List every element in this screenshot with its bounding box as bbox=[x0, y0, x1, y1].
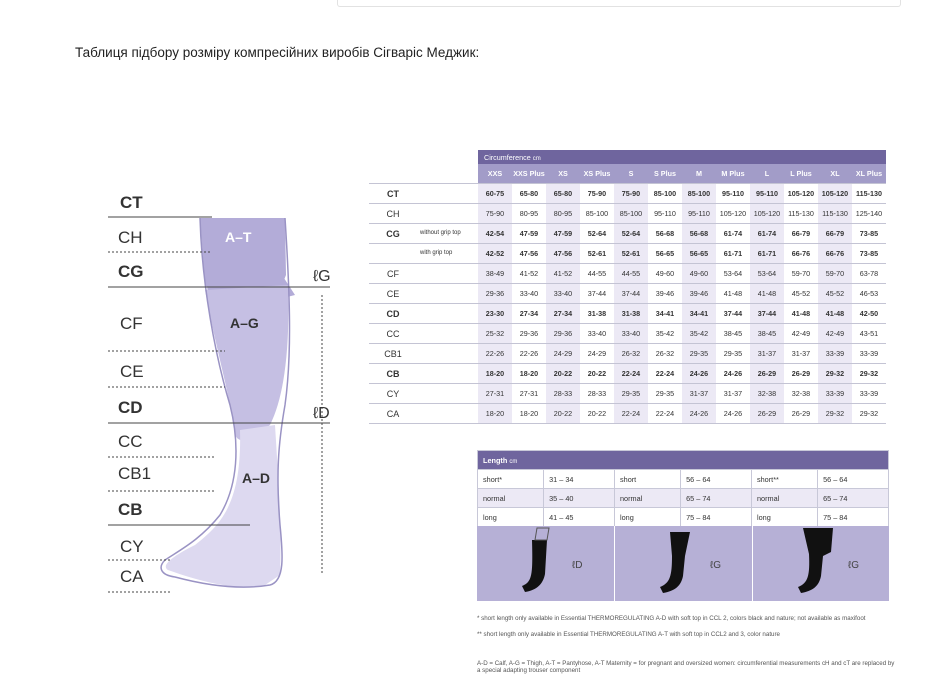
size-cell: 29-35 bbox=[648, 384, 682, 404]
row-key: CC bbox=[369, 324, 417, 344]
length-cell: 75 – 84 bbox=[681, 508, 752, 527]
size-cell: 73-85 bbox=[852, 244, 886, 264]
row-subtitle bbox=[417, 344, 478, 364]
size-cell: 37-44 bbox=[614, 284, 648, 304]
leg-label-cc: CC bbox=[118, 432, 143, 451]
svg-text:ℓG: ℓG bbox=[848, 560, 860, 571]
size-cell: 33-39 bbox=[852, 384, 886, 404]
size-cell: 18-20 bbox=[512, 364, 546, 384]
size-cell: 47-56 bbox=[546, 244, 580, 264]
row-subtitle: without grip top bbox=[417, 224, 478, 244]
size-cell: 24-26 bbox=[716, 404, 750, 424]
size-cell: 56-65 bbox=[648, 244, 682, 264]
size-cell: 37-44 bbox=[716, 304, 750, 324]
size-cell: 42-50 bbox=[852, 304, 886, 324]
size-cell: 61-71 bbox=[716, 244, 750, 264]
size-cell: 95-110 bbox=[716, 184, 750, 204]
size-cell: 41-48 bbox=[818, 304, 852, 324]
table-row bbox=[369, 324, 886, 344]
length-cell: long bbox=[751, 508, 817, 527]
length-cell: 56 – 64 bbox=[818, 470, 889, 489]
row-subtitle bbox=[417, 284, 478, 304]
size-cell: 80-95 bbox=[512, 204, 546, 224]
size-cell: 31-37 bbox=[716, 384, 750, 404]
pictogram-pantyhose bbox=[753, 526, 890, 601]
leg-label-cb: CB bbox=[118, 500, 143, 519]
size-cell: 42-52 bbox=[478, 244, 512, 264]
leg-label-ct: CT bbox=[120, 193, 143, 212]
zone-at: A–T bbox=[225, 229, 252, 245]
size-cell: 115-130 bbox=[852, 184, 886, 204]
leg-label-ch: CH bbox=[118, 228, 143, 247]
size-col-header: XL Plus bbox=[852, 164, 886, 184]
size-cell: 95-110 bbox=[648, 204, 682, 224]
size-col-header: M Plus bbox=[716, 164, 750, 184]
size-cell: 20-22 bbox=[546, 364, 580, 384]
size-cell: 26-29 bbox=[750, 404, 784, 424]
table-row bbox=[369, 284, 886, 304]
size-cell: 33-40 bbox=[546, 284, 580, 304]
size-cell: 85-100 bbox=[682, 184, 716, 204]
size-cell: 31-37 bbox=[682, 384, 716, 404]
size-cell: 53-64 bbox=[716, 264, 750, 284]
size-cell: 43-51 bbox=[852, 324, 886, 344]
length-cell: short** bbox=[751, 470, 817, 489]
size-cell: 20-22 bbox=[580, 364, 614, 384]
leg-label-cd: CD bbox=[118, 398, 143, 417]
table-row bbox=[369, 384, 886, 404]
row-key: CD bbox=[369, 304, 417, 324]
size-cell: 61-74 bbox=[750, 224, 784, 244]
row-subtitle bbox=[417, 364, 478, 384]
size-cell: 29-32 bbox=[852, 404, 886, 424]
size-cell: 29-35 bbox=[614, 384, 648, 404]
size-cell: 31-37 bbox=[784, 344, 818, 364]
row-key: CB bbox=[369, 364, 417, 384]
size-cell: 49-60 bbox=[648, 264, 682, 284]
length-table bbox=[477, 450, 889, 527]
svg-text:ℓD: ℓD bbox=[572, 560, 583, 571]
note-3: A-D = Calf, A-G = Thigh, A-T = Pantyhose, A-T Maternity = for pregnant and oversized women: circumferential measurements cH and cT are replaced by a special adapting trouser component bbox=[477, 660, 895, 675]
size-cell: 38-45 bbox=[716, 324, 750, 344]
size-cell: 38-45 bbox=[750, 324, 784, 344]
table-row bbox=[369, 224, 886, 244]
row-subtitle bbox=[417, 384, 478, 404]
size-cell: 42-49 bbox=[784, 324, 818, 344]
size-cell: 32-38 bbox=[750, 384, 784, 404]
thigh-stocking-icon bbox=[615, 526, 752, 601]
length-cell: 75 – 84 bbox=[818, 508, 889, 527]
size-cell: 41-48 bbox=[716, 284, 750, 304]
size-cell: 44-55 bbox=[580, 264, 614, 284]
size-cell: 31-38 bbox=[614, 304, 648, 324]
table-row bbox=[369, 264, 886, 284]
size-cell: 34-41 bbox=[648, 304, 682, 324]
size-cell: 28-33 bbox=[580, 384, 614, 404]
size-cell: 33-39 bbox=[818, 384, 852, 404]
size-cell: 46-53 bbox=[852, 284, 886, 304]
length-cell: 41 – 45 bbox=[544, 508, 615, 527]
size-cell: 24-26 bbox=[682, 404, 716, 424]
size-cell: 24-26 bbox=[716, 364, 750, 384]
size-cell: 39-46 bbox=[648, 284, 682, 304]
row-key: CF bbox=[369, 264, 417, 284]
size-cell: 85-100 bbox=[580, 204, 614, 224]
size-cell: 59-70 bbox=[784, 264, 818, 284]
size-cell: 33-40 bbox=[614, 324, 648, 344]
svg-text:ℓG: ℓG bbox=[710, 560, 722, 571]
size-cell: 75-90 bbox=[614, 184, 648, 204]
leg-label-ce: CE bbox=[120, 362, 144, 381]
size-cell: 24-26 bbox=[682, 364, 716, 384]
size-cell: 41-48 bbox=[750, 284, 784, 304]
size-cell: 63-78 bbox=[852, 264, 886, 284]
size-cell: 28-33 bbox=[546, 384, 580, 404]
size-cell: 26-29 bbox=[750, 364, 784, 384]
size-cell: 60-75 bbox=[478, 184, 512, 204]
row-subtitle bbox=[417, 404, 478, 424]
size-cell: 29-36 bbox=[546, 324, 580, 344]
size-cell: 26-32 bbox=[614, 344, 648, 364]
calf-shape bbox=[166, 425, 281, 587]
row-key: CY bbox=[369, 384, 417, 404]
size-cell: 37-44 bbox=[580, 284, 614, 304]
size-cell: 80-95 bbox=[546, 204, 580, 224]
length-cell: 65 – 74 bbox=[681, 489, 752, 508]
page-title: Таблиця підбору розміру компресійних виробів Сігваріс Меджик: bbox=[75, 45, 480, 60]
size-cell: 27-34 bbox=[546, 304, 580, 324]
table-row bbox=[478, 470, 889, 489]
size-cell: 33-40 bbox=[512, 284, 546, 304]
table-row bbox=[369, 204, 886, 224]
row-subtitle bbox=[417, 264, 478, 284]
size-cell: 73-85 bbox=[852, 224, 886, 244]
size-cell: 66-79 bbox=[818, 224, 852, 244]
length-cell: 31 – 34 bbox=[544, 470, 615, 489]
size-cell: 22-26 bbox=[478, 344, 512, 364]
size-cell: 125-140 bbox=[852, 204, 886, 224]
size-cell: 18-20 bbox=[512, 404, 546, 424]
pantyhose-icon bbox=[753, 526, 890, 601]
table-row bbox=[478, 489, 889, 508]
length-cell: normal bbox=[478, 489, 544, 508]
size-cell: 49-60 bbox=[682, 264, 716, 284]
size-table-caption: Circumference cm bbox=[478, 150, 886, 164]
table-row bbox=[369, 184, 886, 204]
size-cell: 29-32 bbox=[818, 364, 852, 384]
size-cell: 66-76 bbox=[818, 244, 852, 264]
row-key: CT bbox=[369, 184, 417, 204]
size-cell: 20-22 bbox=[580, 404, 614, 424]
size-cell: 95-110 bbox=[682, 204, 716, 224]
size-cell: 29-32 bbox=[818, 404, 852, 424]
note-2: ** short length only available in Essential THERMOREGULATING A-T with soft top in CCL2 and 3, color nature bbox=[477, 631, 780, 638]
size-cell: 20-22 bbox=[546, 404, 580, 424]
size-cell: 31-38 bbox=[580, 304, 614, 324]
length-cell: long bbox=[614, 508, 680, 527]
leg-label-ca: CA bbox=[120, 567, 144, 586]
leg-label-cg: CG bbox=[118, 262, 144, 281]
size-cell: 26-29 bbox=[784, 364, 818, 384]
pictogram-calf bbox=[477, 526, 615, 601]
size-cell: 65-80 bbox=[546, 184, 580, 204]
table-row bbox=[369, 244, 886, 264]
note-1: * short length only available in Essential THERMOREGULATING A-D with soft top in CCL 2, colors black and nature; not available as maxifoot bbox=[477, 615, 866, 622]
size-cell: 27-31 bbox=[512, 384, 546, 404]
size-col-header: XS bbox=[546, 164, 580, 184]
table-row bbox=[369, 364, 886, 384]
length-cell: 65 – 74 bbox=[818, 489, 889, 508]
row-key bbox=[369, 244, 417, 264]
size-col-header: XXS Plus bbox=[512, 164, 546, 184]
row-subtitle bbox=[417, 184, 478, 204]
size-col-header: M bbox=[682, 164, 716, 184]
size-col-header: L bbox=[750, 164, 784, 184]
size-cell: 29-32 bbox=[852, 364, 886, 384]
size-cell: 27-34 bbox=[512, 304, 546, 324]
size-cell: 32-38 bbox=[784, 384, 818, 404]
size-cell: 33-40 bbox=[580, 324, 614, 344]
size-cell: 115-130 bbox=[818, 204, 852, 224]
row-key: CE bbox=[369, 284, 417, 304]
size-col-header: S Plus bbox=[648, 164, 682, 184]
size-cell: 35-42 bbox=[682, 324, 716, 344]
size-cell: 75-90 bbox=[478, 204, 512, 224]
size-cell: 22-24 bbox=[614, 404, 648, 424]
size-col-header: XS Plus bbox=[580, 164, 614, 184]
size-cell: 18-20 bbox=[478, 364, 512, 384]
row-key: CB1 bbox=[369, 344, 417, 364]
size-cell: 22-26 bbox=[512, 344, 546, 364]
size-cell: 22-24 bbox=[648, 404, 682, 424]
size-cell: 47-56 bbox=[512, 244, 546, 264]
size-cell: 41-52 bbox=[512, 264, 546, 284]
thigh-shape bbox=[205, 285, 288, 440]
table-row bbox=[369, 304, 886, 324]
size-cell: 31-37 bbox=[750, 344, 784, 364]
size-cell: 52-64 bbox=[580, 224, 614, 244]
row-subtitle bbox=[417, 204, 478, 224]
size-cell: 45-52 bbox=[784, 284, 818, 304]
size-col-header: XXS bbox=[478, 164, 512, 184]
lg-label: ℓG bbox=[313, 268, 331, 285]
row-subtitle bbox=[417, 324, 478, 344]
size-cell: 61-74 bbox=[716, 224, 750, 244]
leg-label-cb1: CB1 bbox=[118, 464, 152, 483]
size-col-header: S bbox=[614, 164, 648, 184]
size-cell: 41-48 bbox=[784, 304, 818, 324]
size-cell: 41-52 bbox=[546, 264, 580, 284]
size-cell: 33-39 bbox=[818, 344, 852, 364]
size-cell: 22-24 bbox=[614, 364, 648, 384]
size-cell: 115-130 bbox=[784, 204, 818, 224]
size-cell: 52-61 bbox=[580, 244, 614, 264]
size-cell: 61-71 bbox=[750, 244, 784, 264]
size-cell: 26-29 bbox=[784, 404, 818, 424]
size-cell: 56-68 bbox=[682, 224, 716, 244]
size-cell: 42-49 bbox=[818, 324, 852, 344]
size-cell: 29-35 bbox=[716, 344, 750, 364]
length-cell: normal bbox=[751, 489, 817, 508]
size-cell: 23-30 bbox=[478, 304, 512, 324]
length-cell: 56 – 64 bbox=[681, 470, 752, 489]
size-cell: 52-61 bbox=[614, 244, 648, 264]
size-cell: 24-29 bbox=[546, 344, 580, 364]
zone-ag: A–G bbox=[230, 315, 259, 331]
size-table bbox=[369, 150, 886, 424]
leg-label-cy: CY bbox=[120, 537, 144, 556]
size-cell: 105-120 bbox=[784, 184, 818, 204]
table-row bbox=[369, 404, 886, 424]
size-cell: 34-41 bbox=[682, 304, 716, 324]
size-cell: 27-31 bbox=[478, 384, 512, 404]
size-cell: 44-55 bbox=[614, 264, 648, 284]
row-key: CH bbox=[369, 204, 417, 224]
row-key: CA bbox=[369, 404, 417, 424]
size-cell: 22-24 bbox=[648, 364, 682, 384]
table-row bbox=[478, 508, 889, 527]
size-cell: 53-64 bbox=[750, 264, 784, 284]
size-cell: 24-29 bbox=[580, 344, 614, 364]
size-cell: 38-49 bbox=[478, 264, 512, 284]
size-cell: 95-110 bbox=[750, 184, 784, 204]
size-cell: 85-100 bbox=[648, 184, 682, 204]
size-cell: 18-20 bbox=[478, 404, 512, 424]
length-cell: short* bbox=[478, 470, 544, 489]
size-cell: 56-65 bbox=[682, 244, 716, 264]
size-cell: 29-35 bbox=[682, 344, 716, 364]
size-col-header: L Plus bbox=[784, 164, 818, 184]
size-cell: 66-79 bbox=[784, 224, 818, 244]
size-cell: 45-52 bbox=[818, 284, 852, 304]
length-cell: normal bbox=[614, 489, 680, 508]
size-cell: 52-64 bbox=[614, 224, 648, 244]
size-cell: 25-32 bbox=[478, 324, 512, 344]
size-cell: 66-76 bbox=[784, 244, 818, 264]
table-row bbox=[369, 344, 886, 364]
size-cell: 85-100 bbox=[614, 204, 648, 224]
size-cell: 65-80 bbox=[512, 184, 546, 204]
size-cell: 29-36 bbox=[478, 284, 512, 304]
size-col-header: XL bbox=[818, 164, 852, 184]
size-cell: 35-42 bbox=[648, 324, 682, 344]
length-cell: 35 – 40 bbox=[544, 489, 615, 508]
size-cell: 105-120 bbox=[818, 184, 852, 204]
size-cell: 47-59 bbox=[546, 224, 580, 244]
ld-label: ℓD bbox=[313, 405, 330, 422]
size-cell: 47-59 bbox=[512, 224, 546, 244]
size-cell: 37-44 bbox=[750, 304, 784, 324]
size-cell: 75-90 bbox=[580, 184, 614, 204]
size-cell: 105-120 bbox=[750, 204, 784, 224]
length-table-caption: Length cm bbox=[478, 451, 889, 470]
size-cell: 105-120 bbox=[716, 204, 750, 224]
top-content-box bbox=[337, 0, 901, 7]
zone-ad: A–D bbox=[242, 470, 271, 486]
calf-stocking-icon bbox=[477, 526, 614, 601]
row-key: CG bbox=[369, 224, 417, 244]
leg-label-cf: CF bbox=[120, 314, 143, 333]
row-subtitle bbox=[417, 304, 478, 324]
pictogram-thigh bbox=[615, 526, 753, 601]
size-cell: 56-68 bbox=[648, 224, 682, 244]
size-cell: 26-32 bbox=[648, 344, 682, 364]
size-cell: 29-36 bbox=[512, 324, 546, 344]
size-cell: 39-46 bbox=[682, 284, 716, 304]
size-cell: 33-39 bbox=[852, 344, 886, 364]
length-cell: short bbox=[614, 470, 680, 489]
row-subtitle: with grip top bbox=[417, 244, 478, 264]
length-cell: long bbox=[478, 508, 544, 527]
size-cell: 59-70 bbox=[818, 264, 852, 284]
size-cell: 42-54 bbox=[478, 224, 512, 244]
length-pictograms bbox=[477, 526, 889, 601]
